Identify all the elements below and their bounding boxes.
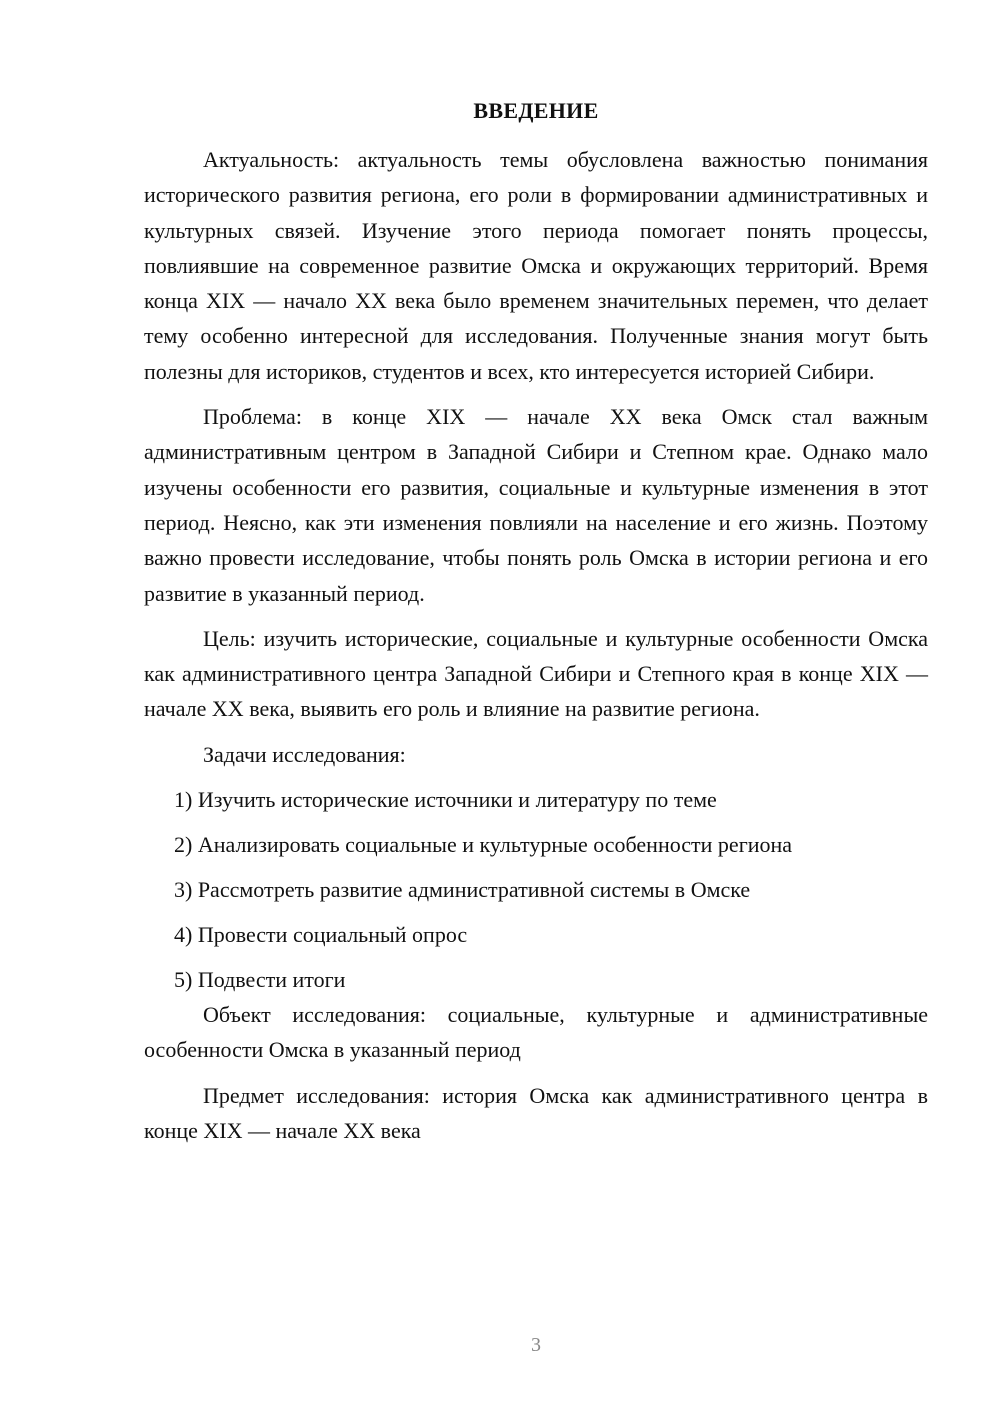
list-item: 2) Анализировать социальные и культурные особенности региона xyxy=(174,832,793,858)
paragraph-problem: Проблема: в конце XIX — начале XX века Омск стал важным административным центром в Западной Сибири и Степном крае. Однако мало изучены особенности его развития, социальные и культурные изменения в этот период. Неясно, как эти изменения повлияли на население и его жизнь. Поэтому важно провести исследование, чтобы понять роль Омска в истории региона и его развитие в указанный период. xyxy=(144,404,928,606)
page-number: 3 xyxy=(531,1334,541,1356)
document-body xyxy=(144,142,928,1158)
list-item: 3) Рассмотреть развитие административной системы в Омске xyxy=(174,877,751,903)
tasks-heading: Задачи исследования: xyxy=(203,741,406,767)
list-item: 1) Изучить исторические источники и литературу по теме xyxy=(174,787,717,813)
paragraph-subject: Предмет исследования: история Омска как административного центра в конце XIX — начале XX века xyxy=(144,1082,928,1143)
paragraph-relevance: Актуальность: актуальность темы обусловлена важностью понимания исторического развития региона, его роли в формировании административных и культурных связей. Изучение этого периода помогает понять процессы, повлиявшие на современное развитие Омска и окружающих территорий. Время конца XIX — начало XX века было временем значительных перемен, что делает тему особенно интересной для исследования. Полученные знания могут быть полезны для историков, студентов и всех, кто интересуется историей Сибири. xyxy=(144,147,928,384)
list-item: 4) Провести социальный опрос xyxy=(174,922,468,948)
paragraph-goal: Цель: изучить исторические, социальные и культурные особенности Омска как административного центра Западной Сибири и Степного края в конце XIX — начале XX века, выявить его роль и влияние на развитие региона. xyxy=(144,625,928,722)
paragraph-object: Объект исследования: социальные, культурные и административные особенности Омска в указанный период xyxy=(144,1002,928,1063)
list-item: 5) Подвести итоги xyxy=(174,967,346,993)
tasks-list xyxy=(144,782,928,997)
page-title: ВВЕДЕНИЕ xyxy=(473,98,599,123)
